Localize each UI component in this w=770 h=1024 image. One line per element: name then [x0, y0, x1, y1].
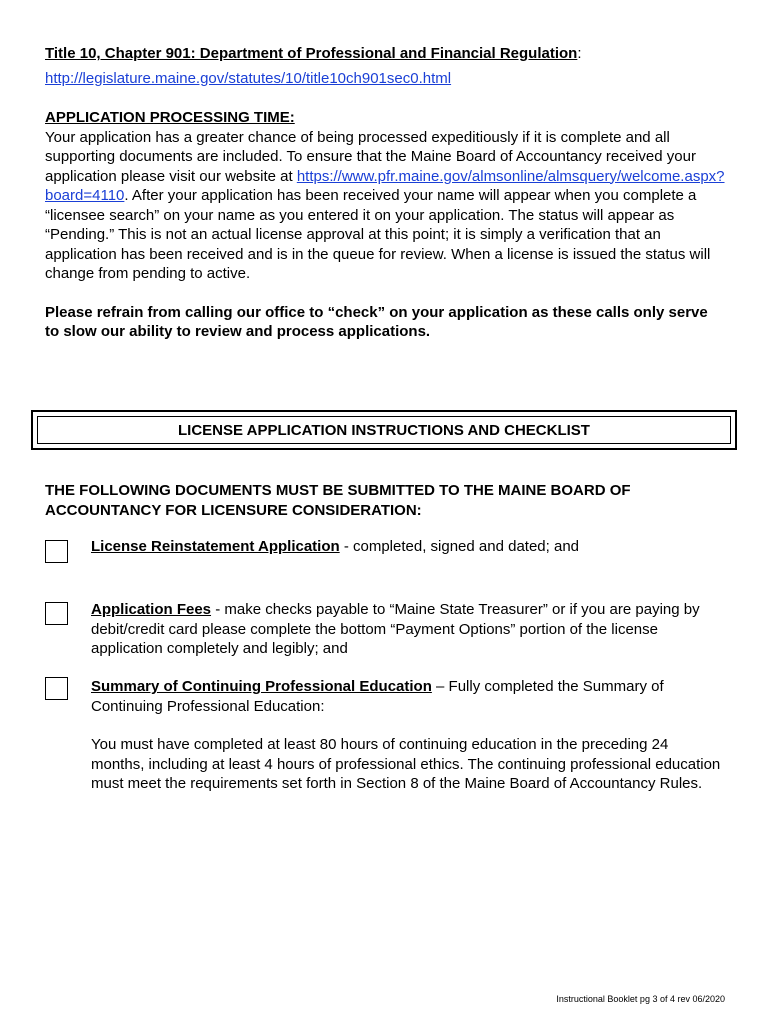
- item-text: – Fully completed the Summary of Continuing Professional Education:: [91, 678, 664, 715]
- item-text: - completed, signed and dated; and: [339, 538, 580, 555]
- processing-paragraph: [45, 128, 725, 284]
- page-footer: Instructional Booklet pg 3 of 4 rev 06/2020: [556, 994, 725, 1004]
- processing-text-2: . After your application has been received your name will appear when you complete a “licensee search” on your name as you entered it on your application. The status will appear as “Pending.” This is not an actual license approval at this point; it is simply a verification that an application has been received and is in the queue for review. When a license is issued the status will change from pending to active.: [45, 187, 711, 282]
- intro-section: [45, 44, 725, 342]
- statute-link[interactable]: http://legislature.maine.gov/statutes/10/title10ch901sec0.html: [45, 69, 452, 87]
- documents-heading: THE FOLLOWING DOCUMENTS MUST BE SUBMITTED TO THE MAINE BOARD OF ACCOUNTANCY FOR LICENSURE CONSIDERATION:: [45, 482, 631, 519]
- no-calls-warning: Please refrain from calling our office to “check” on your application as these calls only serve to slow our ability to review and process applications.: [45, 303, 708, 340]
- item-label: Application Fees: [91, 601, 212, 618]
- list-item: [91, 677, 725, 794]
- statute-title-text: Title 10, Chapter 901: Department of Professional and Financial Regulation: [45, 45, 578, 62]
- statute-title: [45, 44, 725, 64]
- list-item: [91, 537, 725, 557]
- item-text: - make checks payable to “Maine State Treasurer” or if you are paying by debit/credit card please complete the bottom “Payment Options” portion of the license application completely and legibly; and: [91, 601, 700, 657]
- checkbox-cpe[interactable]: [45, 677, 68, 700]
- item-label: Summary of Continuing Professional Education: [91, 678, 432, 695]
- checkbox-reinstatement[interactable]: [45, 540, 68, 563]
- list-item: [91, 600, 725, 659]
- checklist-banner-title: LICENSE APPLICATION INSTRUCTIONS AND CHECKLIST: [37, 416, 731, 444]
- statute-title-suffix: :: [577, 45, 582, 62]
- processing-heading: APPLICATION PROCESSING TIME:: [45, 109, 295, 126]
- board-website-link[interactable]: https://www.pfr.maine.gov/almsonline/almsquery/welcome.aspx?board=4110: [45, 167, 725, 204]
- checkbox-fees[interactable]: [45, 602, 68, 625]
- processing-text-1: Your application has a greater chance of being processed expeditiously if it is complete and all supporting documents are included. To ensure that the Maine Board of Accountancy received your application please visit our website at: [45, 128, 696, 185]
- item-label: License Reinstatement Application: [91, 538, 340, 555]
- checklist-banner: [31, 410, 737, 450]
- cpe-requirement-note: You must have completed at least 80 hours of continuing education in the preceding 24 months, including at least 4 hours of professional ethics. The continuing professional education must meet the requirements set forth in Section 8 of the Maine Board of Accountancy Rules.: [91, 736, 721, 792]
